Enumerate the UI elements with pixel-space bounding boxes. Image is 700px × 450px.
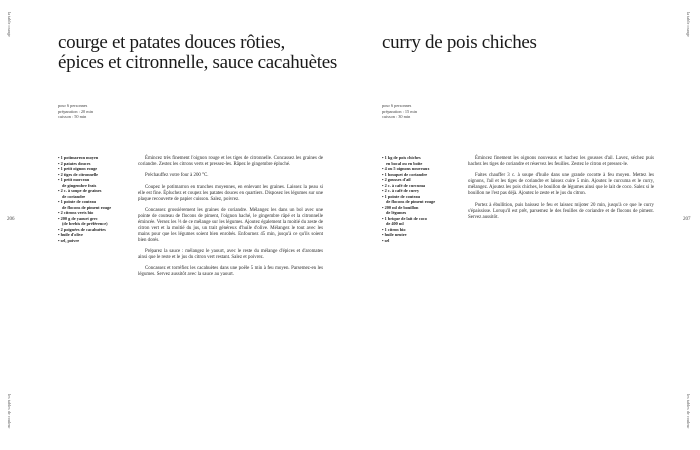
ingredient-item: • sel, poivre: [58, 237, 80, 243]
ingredient-item: • 1 citron bio: [382, 226, 406, 232]
page-number-right: 207: [683, 217, 691, 222]
ingredient-item: • 1 brique de lait de coco: [382, 215, 427, 221]
right-page: [350, 0, 700, 450]
ingredient-item: • 2 c. à soupe de graines: [58, 188, 102, 193]
method-paragraph: Concassez et torréfiez les cacahuètes dans une poêle 5 min à feu moyen. Parsemez-en les légumes. Servez aussitôt avec la sauce au yaourt.: [138, 266, 323, 278]
running-head-right: la table orange: [686, 12, 691, 38]
ingredient-item: • 1 pointe de couteau: [58, 199, 97, 204]
ingredient-item: • 1 bouquet de coriandre: [382, 171, 428, 177]
servings: pour 6 personnes: [58, 103, 88, 108]
ingredient-item: • 2 tiges de citronnelle: [58, 171, 99, 177]
ingredient-continuation: en bocal ou en boîte: [386, 160, 423, 166]
ingredient-list-right: [382, 155, 435, 243]
prep-time: préparation : 15 min: [382, 108, 417, 114]
servings: pour 6 personnes: [382, 103, 412, 108]
ingredient-continuation: de coriandre: [62, 193, 86, 199]
ingredient-item: • sel: [382, 237, 390, 243]
ingredient-item: [382, 199, 435, 205]
title-line: épices et citronnelle, sauce cacahuètes: [58, 52, 337, 73]
recipe-title-left: [58, 33, 337, 73]
ingredient-item: • 2 c. à café de curcuma: [382, 182, 426, 188]
method-text-right: [468, 156, 654, 226]
recipe-title-right: [382, 33, 537, 53]
ingredient-item: • 1 petit morceau: [58, 177, 90, 182]
ingredient-continuation: de flocons de piment rouge: [62, 204, 112, 210]
title-line: courge et patates douces rôties,: [58, 32, 285, 53]
ingredient-continuation: (de brebis de préférence): [62, 221, 108, 226]
prep-time: préparation : 20 min: [58, 108, 93, 114]
cook-time: cuisson : 50 min: [58, 114, 87, 120]
method-paragraph: Émincez finement les oignons nouveaux et hachez les gousses d'ail. Lavez, séchez puis hachez les tiges de coriandre et réservez les feuilles. Zestez le citron et pressez-le.: [468, 156, 654, 167]
ingredient-item: • 200 g de yaourt grec: [58, 215, 98, 221]
method-paragraph: Préparez la sauce : mélangez le yaourt, avec le reste du mélange d'épices et d'aromates ainsi que le reste et le jus du citron vert restant. Salez et poivrez.: [138, 249, 323, 261]
ingredient-item: • 2 gousses d'ail: [382, 177, 411, 182]
method-paragraph: Concassez grossièrement les graines de coriandre. Mélangez les dans un bol avec une pointe de couteau de flocons de piment, l'oignon haché, le gingembre râpé et la citronnelle émincée. Versez les ⅔ de ce mélange sur les légumes. Ajoutez également la moitié du zeste de citron vert et la moitié du jus, un trait généreux d'huile d'olive. Mélangez le tout avec les mains pour que les légumes soient bien enrobés. Enfournez 45 min, jusqu'à ce qu'ils soient bien dorés.: [138, 207, 323, 243]
title-line: curry de pois chiches: [382, 32, 537, 53]
running-foot-right: les tables de couleur: [686, 394, 691, 429]
page-number-left: 206: [7, 217, 15, 222]
ingredient-item: • huile d'olive: [58, 232, 83, 237]
running-head-left: la table orange: [7, 12, 12, 38]
ingredient-continuation: de légumes: [386, 210, 407, 215]
method-text-left: [138, 156, 323, 284]
recipe-meta-left: [58, 103, 93, 120]
ingredient-item: [58, 221, 111, 227]
method-paragraph: Préchauffez votre four à 200 °C.: [145, 173, 209, 179]
ingredient-item: • huile neutre: [382, 232, 407, 237]
cook-time: cuisson : 30 min: [382, 114, 411, 120]
method-paragraph: Faites chauffer 3 c. à soupe d'huile dans une grande cocotte à feu moyen. Mettez les oignons, l'ail et les tiges de coriandre et laissez cuire 5 min. Ajoutez le curcuma et le curry, mélangez. Ajoutez les pois chiches, le bouillon de légumes ainsi que le lait de coco. Salez si le bouillon ne l'est pas déjà. Ajoutez le zeste et le jus du citron.: [468, 173, 654, 197]
method-paragraph: Émincez très finement l'oignon rouge et les tiges de citronnelle. Concassez les graines de coriandre. Zestez les citrons verts et pressez-les. Râpez le gingembre épluché.: [138, 156, 323, 167]
ingredient-continuation: de flocons de piment rouge: [386, 199, 436, 204]
ingredient-item: • 2 poignées de cacahuètes: [58, 226, 106, 232]
recipe-meta-right: [382, 103, 417, 120]
ingredient-item: • 1 petit oignon rouge: [58, 166, 98, 171]
ingredient-item: • 1 potimarron moyen: [58, 155, 99, 160]
ingredient-continuation: de 400 ml: [386, 221, 404, 226]
ingredient-item: • 200 ml de bouillon: [382, 204, 419, 210]
ingredient-continuation: de gingembre frais: [62, 182, 97, 188]
running-foot-left: les tables de couleur: [7, 394, 12, 429]
ingredient-item: • 2 citrons verts bio: [58, 210, 94, 215]
method-paragraph: Portez à ébullition, puis baissez le feu et laissez mijoter 20 min, jusqu'à ce que le curry s'épaississe. Lorsqu'il est prêt, parsemez le des feuilles de coriandre et de flocons de piment. Servez aussitôt.: [468, 202, 654, 220]
ingredient-item: • 1 kg de pois chiches: [382, 155, 421, 160]
method-paragraph: Coupez le potimarron en tranches moyennes, en enlevant les graines. Laissez la peau si elle est fine. Épluchez et coupez les patates douces en quartiers. Disposez les légumes sur une plaque recouverte de papier cuisson. Salez, poivrez.: [138, 184, 323, 202]
ingredient-item: • 2 c. à café de curry: [382, 188, 420, 193]
ingredient-item: • 4 ou 5 oignons nouveaux: [382, 166, 430, 171]
ingredient-item: • 1 pointe de couteau: [382, 193, 421, 199]
ingredient-item: • 2 patates douces: [58, 160, 91, 166]
ingredient-list-left: [58, 155, 111, 243]
